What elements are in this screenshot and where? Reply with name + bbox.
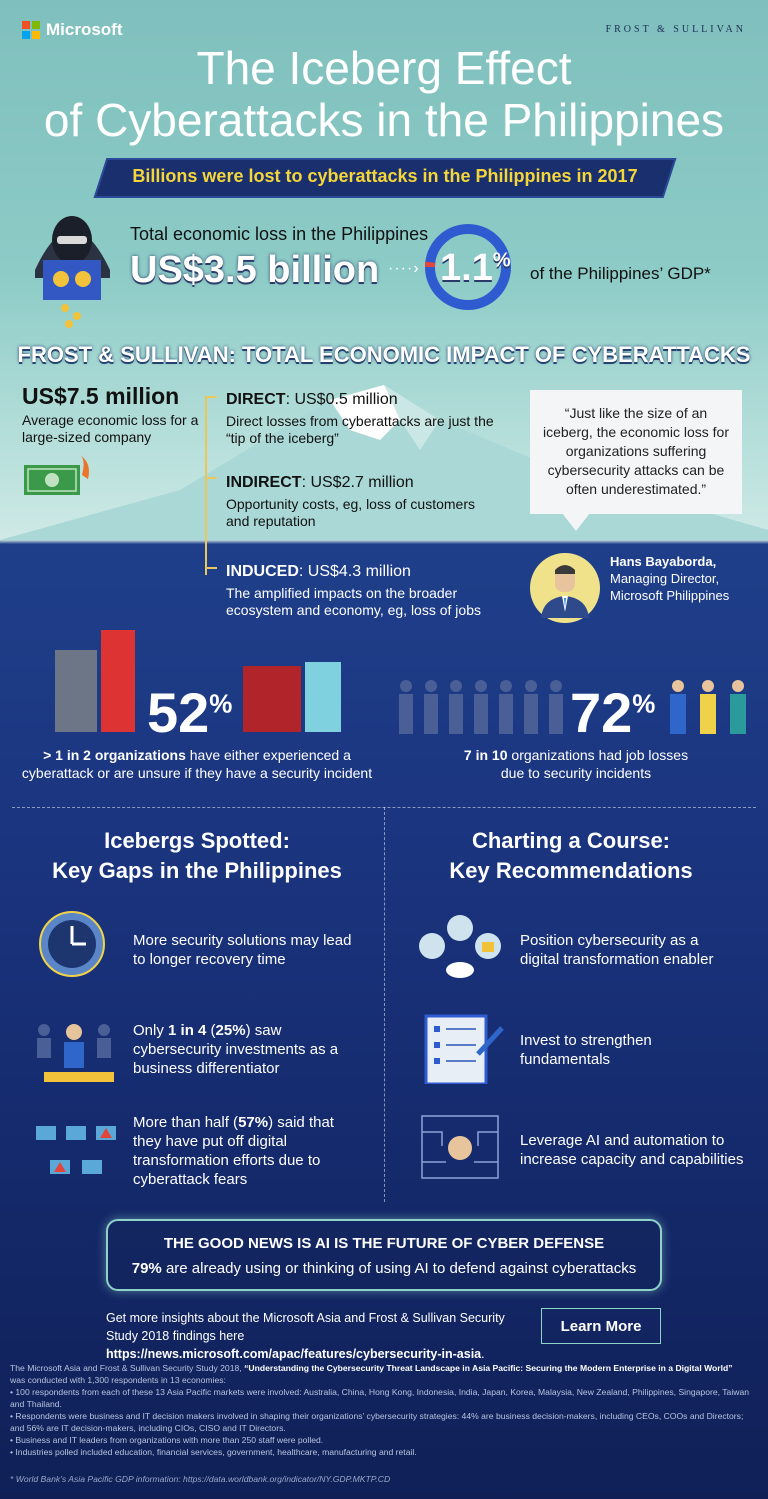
gdp-percent-sign: %: [492, 249, 511, 272]
tier-direct: [226, 391, 496, 447]
footer-note: * World Bank’s Asia Pacific GDP information: https://data.worldbank.org/indicator/NY.GDP.MKTP.CD: [10, 1474, 391, 1484]
stat-72-desc: [384, 746, 768, 782]
recs-title-line-2: Key Recommendations: [449, 858, 693, 883]
title-line-1: The Iceberg Effect: [196, 42, 572, 94]
arrow-icon: ····›: [388, 260, 420, 277]
gaps-title-line-2: Key Gaps in the Philippines: [52, 858, 342, 883]
gdp-percent-value: 1.1: [440, 247, 493, 289]
tier-tick: [205, 477, 217, 479]
person-role: Managing Director,: [610, 571, 720, 586]
gaps-title-line-1: Icebergs Spotted:: [104, 828, 290, 853]
title-line-2: of Cyberattacks in the Philippines: [43, 94, 725, 146]
tier-value: : US$0.5 million: [285, 391, 398, 408]
banner-text: Billions were lost to cyberattacks in the Philippines in 2017: [132, 166, 638, 186]
ai-circuit-brain-icon: [416, 1112, 506, 1182]
avg-loss-value: US$7.5 million: [22, 383, 180, 409]
cloud-security-icon: [416, 912, 506, 982]
tier-induced: [226, 563, 516, 619]
stat-line-1: [384, 746, 768, 764]
footer-bullet: • Business and IT leaders from organizations with more than 250 staff were polled.: [10, 1434, 760, 1446]
quote-box: “Just like the size of an iceberg, the economic loss for organizations suffering cybersecurity attacks can be often underestimated.”: [530, 390, 742, 514]
stat-bold: 7 in 10: [463, 747, 508, 763]
team-coins-icon: [34, 1018, 124, 1088]
tier-value: : US$2.7 million: [301, 474, 414, 491]
footer-study: [10, 1362, 760, 1374]
tier-bracket: [205, 397, 217, 575]
footer-bullets: [10, 1386, 760, 1458]
clock-lock-icon: [34, 908, 124, 978]
stat-52: [147, 680, 232, 745]
tier-label: INDUCED: [226, 563, 299, 580]
loss-label: Total economic loss in the Philippines: [130, 224, 429, 244]
gap-item-1: More security solutions may lead to longer recovery time: [133, 932, 352, 968]
gap-item-2: [133, 1021, 353, 1078]
tier-tick: [205, 567, 217, 569]
avatar: [529, 552, 601, 624]
avg-loss-desc: Average economic loss for a large-sized company: [22, 412, 199, 445]
tier-induced-desc: The amplified impacts on the broader ecosystem and economy, eg, loss of jobs: [226, 585, 481, 618]
stat-52-desc: [10, 746, 384, 782]
workers-highlight-icon: [666, 678, 750, 736]
tier-indirect-desc: Opportunity costs, eg, loss of customers and reputation: [226, 496, 475, 529]
good-news-box: [106, 1219, 662, 1291]
footer-study-pre: The Microsoft Asia and Frost & Sullivan Security Study 2018,: [10, 1363, 245, 1373]
insight-link[interactable]: https://news.microsoft.com/apac/features/cybersecurity-in-asia: [106, 1347, 482, 1361]
gap-item-3: [133, 1113, 353, 1189]
hacker-icon: [25, 200, 120, 330]
impact-title: FROST & SULLIVAN: TOTAL ECONOMIC IMPACT OF CYBERATTACKS: [17, 342, 751, 367]
rec-item-1: Position cybersecurity as a digital transformation enabler: [520, 932, 714, 968]
gdp-label: of the Philippines’ GDP*: [530, 264, 711, 283]
tier-direct-desc: Direct losses from cyberattacks are just the “tip of the iceberg”: [226, 413, 494, 446]
gap-text: ) saw cybersecurity investments as a business differentiator: [133, 1022, 339, 1077]
gap-bold: 1 in 4: [168, 1022, 207, 1039]
workers-icon: [396, 678, 566, 736]
stat-sign: %: [632, 688, 656, 719]
microsoft-logo-icon: [22, 21, 40, 39]
gap-text: More than half (: [133, 1114, 239, 1131]
gap-text: Only: [133, 1022, 169, 1039]
rec-item-2: Invest to strengthen fundamentals: [520, 1032, 652, 1068]
recs-title-line-1: Charting a Course:: [471, 828, 671, 853]
rec-item-3: Leverage AI and automation to increase capacity and capabilities: [520, 1132, 744, 1168]
gap-bold: 25%: [215, 1022, 246, 1039]
gap-text: ) said that they have put off digital transformation efforts due to cyberattack fears: [133, 1114, 334, 1188]
page-title: [0, 42, 768, 146]
microsoft-logo: [22, 20, 123, 40]
tier-induced-title: [226, 563, 516, 581]
footer-bullet: • Industries polled included education, financial services, government, healthcare, manufacturing and retail.: [10, 1446, 760, 1458]
stat-rest: have either experienced a: [185, 747, 351, 763]
stat-rest: organizations had job losses: [507, 747, 689, 763]
gap-bold: 57%: [238, 1114, 269, 1131]
stat-line-2: cyberattack or are unsure if they have a security incident: [21, 765, 373, 781]
tier-direct-title: [226, 391, 496, 409]
footer-study-post: was conducted with 1,300 respondents in 13 economies:: [10, 1375, 226, 1385]
good-news-text: [106, 1260, 662, 1277]
stat-line-1: [10, 746, 384, 764]
quote-tail: [562, 513, 590, 531]
gaps-title: [10, 826, 384, 886]
person-name: Hans Bayaborda,: [610, 554, 717, 569]
good-news-pct: 79%: [131, 1260, 162, 1277]
gdp-percent: [440, 247, 511, 290]
stat-bold: > 1 in 2 organizations: [43, 747, 186, 763]
microsoft-logo-text: Microsoft: [46, 20, 123, 39]
footer-study-title: “Understanding the Cybersecurity Threat Landscape in Asia Pacific: Securing the Modern Enterprise in a Digital World”: [244, 1363, 733, 1373]
person-info: [610, 553, 729, 604]
stat-sign: %: [209, 688, 233, 719]
stat-value: 72: [570, 681, 633, 744]
footer: [10, 1362, 760, 1458]
gap-text: (: [206, 1022, 216, 1039]
tier-value: : US$4.3 million: [298, 563, 411, 580]
frost-sullivan-logo: FROST & SULLIVAN: [605, 24, 746, 35]
burning-money-icon: [22, 455, 92, 497]
good-news-rest: are already using or thinking of using AI to defend against cyberattacks: [161, 1260, 637, 1277]
tier-tick: [205, 396, 217, 398]
alert-monitors-icon: [34, 1112, 124, 1182]
footer-bullet: • 100 respondents from each of these 13 Asia Pacific markets were involved: Australia, China, Hong Kong, Indonesia, India, Japan, Korea, Malaysia, New Zealand, Philippines, Singapore, Taiwan and Thailand.: [10, 1386, 760, 1410]
tier-label: DIRECT: [226, 391, 286, 408]
tier-indirect: [226, 474, 496, 530]
insight-text: [106, 1309, 526, 1363]
tier-indirect-title: [226, 474, 496, 492]
insight-prefix: Get more insights about the Microsoft Asia and Frost & Sullivan Security Study 2018 findings here: [106, 1311, 505, 1343]
loss-value: US$3.5 billion: [130, 249, 380, 291]
learn-more-button[interactable]: Learn More: [541, 1308, 661, 1344]
tier-label: INDIRECT: [226, 474, 302, 491]
stat-72: [570, 680, 655, 745]
footer-bullet: • Respondents were business and IT decision makers involved in shaping their organizations’ cybersecurity strategies: 44% are business decision-makers, including CEOs, COOs and Directors; and 56% are IT decision-makers, including CIOs, CISO and IT Directors.: [10, 1410, 760, 1434]
person-org: Microsoft Philippines: [610, 588, 730, 603]
checklist-clipboard-icon: [416, 1014, 506, 1084]
good-news-title: THE GOOD NEWS IS AI IS THE FUTURE OF CYBER DEFENSE: [163, 1235, 605, 1252]
stat-line-2: due to security incidents: [500, 765, 652, 781]
stat-value: 52: [147, 681, 210, 744]
insight-end: .: [481, 1347, 485, 1361]
recs-title: [384, 826, 758, 886]
